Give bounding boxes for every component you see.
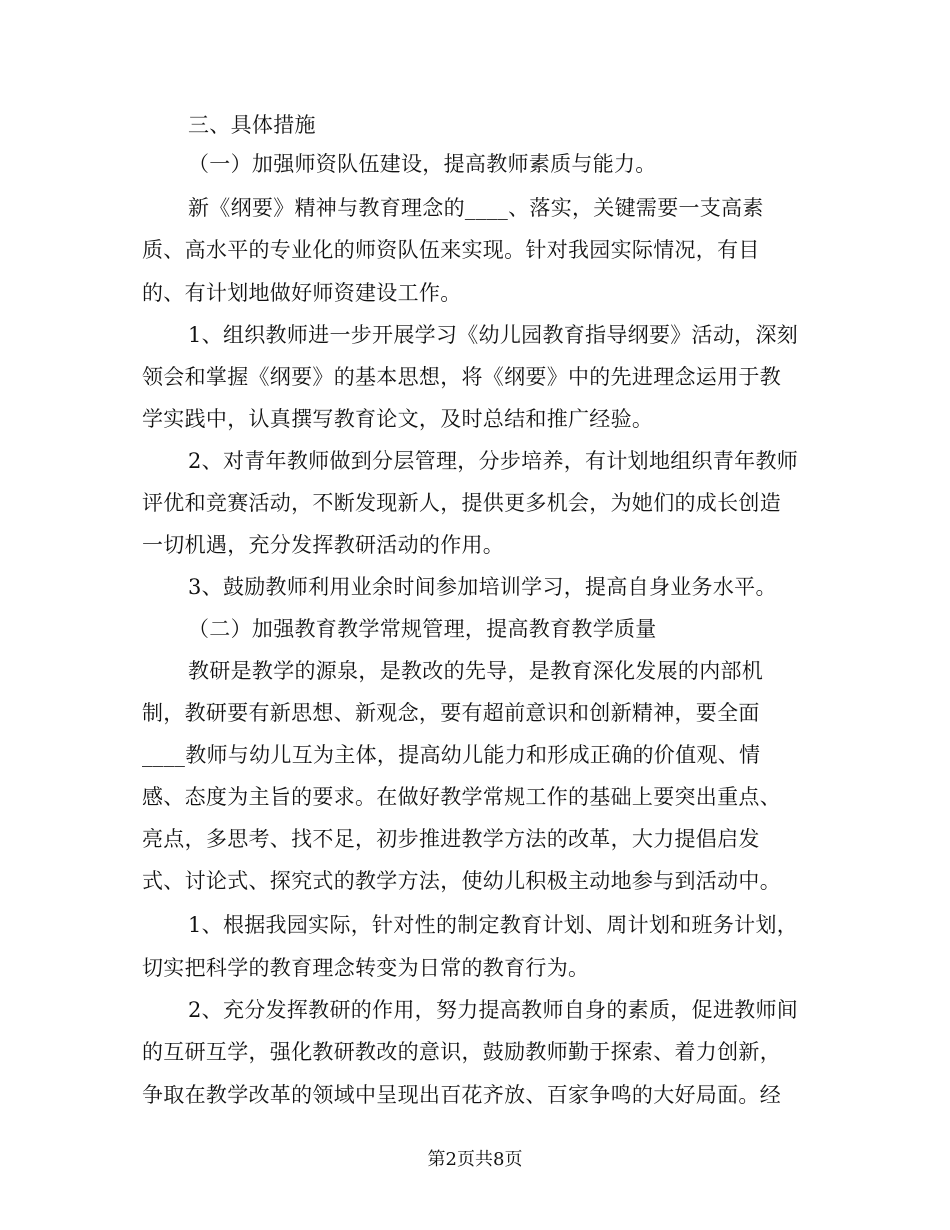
- text-line: 的互研互学，强化教研教改的意识，鼓励教师勤于探索、着力创新，: [142, 1040, 781, 1064]
- text-line: 2、充分发挥教研的作用，努力提高教师自身的素质，促进教师间: [188, 998, 799, 1022]
- text-line: 新《纲要》精神与教育理念的____、落实，关键需要一支高素: [188, 196, 764, 220]
- text-line: 切实把科学的教育理念转变为日常的教育行为。: [142, 956, 590, 980]
- text-line: （一）加强师资队伍建设，提高教师素质与能力。: [188, 152, 657, 176]
- text-line: 制，教研要有新思想、新观念，要有超前意识和创新精神，要全面: [142, 701, 760, 725]
- text-line: 三、具体措施: [188, 113, 316, 137]
- text-line: 领会和掌握《纲要》的基本思想，将《纲要》中的先进理念运用于教: [142, 365, 781, 389]
- text-line: 亮点，多思考、找不足，初步推进教学方法的改革，大力提倡启发: [142, 827, 760, 851]
- text-line: 教研是教学的源泉，是教改的先导，是教育深化发展的内部机: [188, 659, 764, 683]
- text-line: 评优和竞赛活动，不断发现新人，提供更多机会，为她们的成长创造: [142, 491, 781, 515]
- page-number-footer: 第2页共8页: [427, 1149, 523, 1170]
- text-line: （二）加强教育教学常规管理，提高教育教学质量: [188, 617, 657, 641]
- text-line: 的、有计划地做好师资建设工作。: [142, 281, 462, 305]
- text-line: 3、鼓励教师利用业余时间参加培训学习，提高自身业务水平。: [188, 575, 777, 599]
- text-line: 质、高水平的专业化的师资队伍来实现。针对我园实际情况，有目: [142, 238, 760, 262]
- text-line: 2、对青年教师做到分层管理，分步培养，有计划地组织青年教师: [188, 449, 799, 473]
- text-line: 一切机遇，充分发挥教研活动的作用。: [142, 533, 505, 557]
- text-line: 争取在教学改革的领域中呈现出百花齐放、百家争鸣的大好局面。经: [142, 1083, 781, 1107]
- text-line: 1、根据我园实际，针对性的制定教育计划、周计划和班务计划，: [188, 913, 799, 937]
- text-line: 学实践中，认真撰写教育论文，及时总结和推广经验。: [142, 407, 654, 431]
- text-line: 感、态度为主旨的要求。在做好教学常规工作的基础上要突出重点、: [142, 785, 781, 809]
- text-line: 1、组织教师进一步开展学习《幼儿园教育指导纲要》活动，深刻: [188, 323, 799, 347]
- text-line: 式、讨论式、探究式的教学方法，使幼儿积极主动地参与到活动中。: [142, 869, 781, 893]
- text-line: ____教师与幼儿互为主体，提高幼儿能力和形成正确的价值观、情: [142, 743, 761, 767]
